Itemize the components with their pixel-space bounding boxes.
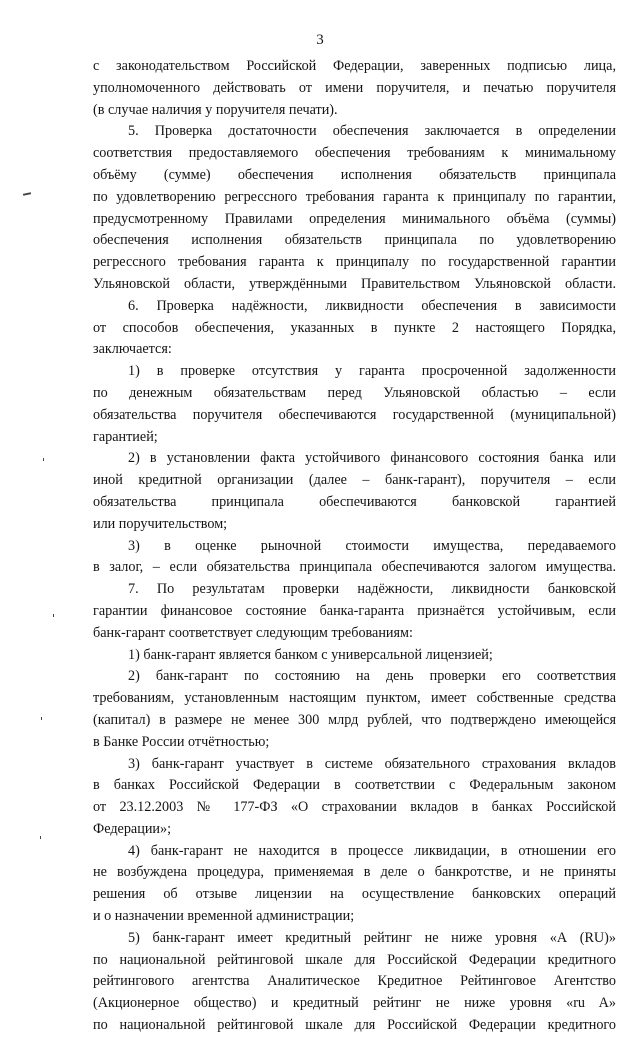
text-line: 7. По результатам проверки надёжности, ликвидности банковской <box>128 581 616 598</box>
text-line: по национальной рейтинговой шкале для Российской Федерации кредитного <box>93 951 616 968</box>
text-line: 3) в оценке рыночной стоимости имущества, передаваемого <box>128 537 616 554</box>
text-line: (капитал) в размере не менее 300 млрд рублей, что подтверждено имеющейся <box>93 711 616 728</box>
text-line: 2) банк-гарант по состоянию на день проверки его соответствия <box>128 668 616 685</box>
text-line: 4) банк-гарант не находится в процессе ликвидации, в отношении его <box>128 842 616 859</box>
text-line: от способов обеспечения, указанных в пункте 2 настоящего Порядка, <box>93 319 616 336</box>
text-line: 2) в установлении факта устойчивого финансового состояния банка или <box>128 450 616 467</box>
text-line: 6. Проверка надёжности, ликвидности обеспечения в зависимости <box>128 297 616 314</box>
text-line: иной кредитной организации (далее – банк-гарант), поручителя – если <box>93 472 616 489</box>
text-line: уполномоченного действовать от имени поручителя, и печатью поручителя <box>93 79 616 96</box>
scan-mark <box>43 458 44 461</box>
text-line: и о назначении временной администрации; <box>93 908 355 925</box>
text-line: гарантии финансовое состояние банка-гаранта признаётся устойчивым, если <box>93 602 616 619</box>
text-line: в залог, – если обязательства принципала обеспечиваются залогом имущества. <box>93 559 616 576</box>
text-line: по удовлетворению регрессного требования гаранта к принципалу по гарантии, <box>93 188 616 205</box>
text-line: Ульяновской области, утверждёнными Правительством Ульяновской области. <box>93 275 616 292</box>
text-line: регрессного требования гаранта к принципалу по государственной гарантии <box>93 254 616 271</box>
text-line: решения об отзыве лицензии на осуществление банковских операций <box>93 886 616 903</box>
text-line: в Банке России отчётностью; <box>93 733 270 750</box>
text-line: в банках Российской Федерации в соответствии с Федеральным законом <box>93 777 616 794</box>
document-body <box>93 56 616 1037</box>
text-line: по национальной рейтинговой шкале для Российской Федерации кредитного <box>93 1017 616 1034</box>
text-line: 5) банк-гарант имеет кредитный рейтинг не ниже уровня «А (RU)» <box>128 929 616 946</box>
scan-mark <box>53 614 54 617</box>
text-line: (в случае наличия у поручителя печати). <box>93 101 338 118</box>
text-line: обязательства поручителя обеспечиваются государственной (муниципальной) <box>93 406 616 423</box>
text-line: требованиям, установленным настоящим пунктом, имеет собственные средства <box>93 690 616 707</box>
text-line: 1) в проверке отсутствия у гаранта просроченной задолженности <box>128 363 616 380</box>
text-line: (Акционерное общество) и кредитный рейтинг не ниже уровня «ru A» <box>93 995 616 1012</box>
scan-mark <box>40 836 41 839</box>
scan-mark <box>41 717 42 720</box>
text-line: Федерации»; <box>93 820 172 837</box>
text-line: заключается: <box>93 341 172 358</box>
text-line: банк-гарант соответствует следующим требованиям: <box>93 624 413 641</box>
text-line: рейтингового агентства Аналитическое Кредитное Рейтинговое Агентство <box>93 973 616 990</box>
text-line: 3) банк-гарант участвует в системе обязательного страхования вкладов <box>128 755 616 772</box>
text-line: обязательства принципала обеспечиваются банковской гарантией <box>93 493 616 510</box>
text-line: с законодательством Российской Федерации, заверенных подписью лица, <box>93 58 616 74</box>
text-line: или поручительством; <box>93 515 228 532</box>
text-line: от 23.12.2003 № 177-ФЗ «О страховании вкладов в банках Российской <box>93 799 616 816</box>
text-line: по денежным обязательствам перед Ульяновской областью – если <box>93 384 616 401</box>
text-line: объёму (сумме) обеспечения исполнения обязательств принципала <box>93 166 616 183</box>
text-line: обеспечения исполнения обязательств принципала по удовлетворению <box>93 232 616 249</box>
text-line: 1) банк-гарант является банком с универсальной лицензией; <box>128 646 493 663</box>
text-line: соответствия предоставляемого обеспечения требованиям к минимальному <box>93 145 616 162</box>
text-line: гарантией; <box>93 428 158 445</box>
text-line: не возбуждена процедура, применяемая в деле о банкротстве, и не приняты <box>93 864 616 881</box>
text-line: предусмотренному Правилами определения минимального объёма (суммы) <box>93 210 616 227</box>
scan-mark <box>23 192 31 196</box>
text-line: 5. Проверка достаточности обеспечения заключается в определении <box>128 123 616 140</box>
page-number: 3 <box>316 32 324 48</box>
